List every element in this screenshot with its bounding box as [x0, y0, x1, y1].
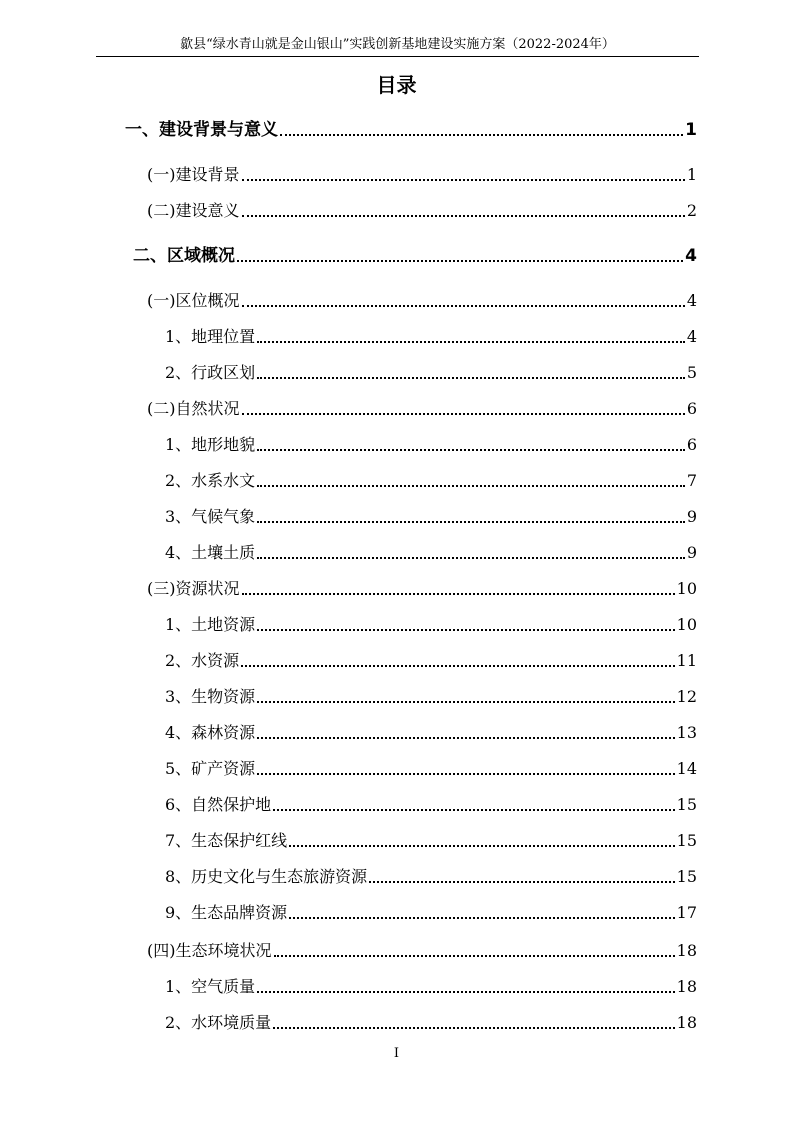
toc-entry-page: 9: [686, 507, 697, 526]
dot-leader: [237, 260, 683, 262]
toc-entry[interactable]: [165, 684, 697, 708]
toc-entry-page: 6: [686, 399, 697, 418]
toc-entry-label: 5、矿产资源: [165, 759, 256, 778]
toc-entry-page: 5: [686, 363, 697, 382]
toc-entry-page: 13: [676, 723, 697, 742]
toc-entry-label: 6、自然保护地: [165, 795, 272, 814]
toc-entry[interactable]: [165, 1010, 697, 1034]
toc-entry-label: (一)区位概况: [147, 291, 240, 310]
dot-leader: [280, 134, 683, 136]
toc-entry-label: (二)自然状况: [147, 399, 240, 418]
page-number: I: [393, 1046, 400, 1061]
dot-leader: [257, 521, 685, 523]
dot-leader: [273, 809, 674, 811]
toc-entry-page: 4: [685, 246, 697, 266]
toc-entry-label: (二)建设意义: [147, 201, 240, 220]
dot-leader: [273, 1027, 674, 1029]
toc-entry-page: 18: [676, 977, 697, 996]
dot-leader: [257, 773, 674, 775]
toc-entry[interactable]: [147, 938, 697, 962]
toc-entry-page: 4: [686, 291, 697, 310]
dot-leader: [241, 665, 674, 667]
toc-entry[interactable]: [165, 540, 697, 564]
toc-entry[interactable]: [147, 162, 697, 186]
toc-entry[interactable]: [165, 504, 697, 528]
dot-leader: [242, 593, 675, 595]
toc-entry-label: 1、地形地貌: [165, 435, 256, 454]
toc-entry-label: 1、土地资源: [165, 615, 256, 634]
toc-entry-label: 3、生物资源: [165, 687, 256, 706]
toc-entry-page: 14: [676, 759, 697, 778]
toc-entry[interactable]: [165, 324, 697, 348]
dot-leader: [242, 413, 685, 415]
toc-entry[interactable]: [165, 360, 697, 384]
toc-entry[interactable]: [165, 792, 697, 816]
dot-leader: [257, 485, 685, 487]
toc-entry[interactable]: [165, 468, 697, 492]
toc-entry-page: 6: [686, 435, 697, 454]
toc-entry-label: 9、生态品牌资源: [165, 903, 288, 922]
toc-entry-label: (三)资源状况: [147, 579, 240, 598]
dot-leader: [289, 845, 674, 847]
toc-entry-label: 4、森林资源: [165, 723, 256, 742]
toc-entry[interactable]: [147, 576, 697, 600]
toc-entry-page: 1: [685, 120, 697, 140]
toc-entry[interactable]: [165, 828, 697, 852]
dot-leader: [257, 449, 685, 451]
toc-entry[interactable]: [147, 288, 697, 312]
toc-entry-label: 1、地理位置: [165, 327, 256, 346]
page-title: 目录: [376, 73, 417, 97]
toc-entry[interactable]: [133, 243, 697, 267]
dot-leader: [257, 991, 674, 993]
toc-entry[interactable]: [165, 648, 697, 672]
toc-entry-label: 2、水环境质量: [165, 1013, 272, 1032]
dot-leader: [274, 955, 675, 957]
toc-entry-page: 2: [686, 201, 697, 220]
dot-leader: [242, 179, 685, 181]
dot-leader: [242, 215, 685, 217]
dot-leader: [257, 629, 674, 631]
toc-entry[interactable]: [125, 117, 697, 141]
toc-entry-label: (四)生态环境状况: [147, 941, 272, 960]
toc-entry-label: 7、生态保护红线: [165, 831, 288, 850]
dot-leader: [257, 737, 674, 739]
toc-entry-label: 8、历史文化与生态旅游资源: [165, 867, 368, 886]
toc-entry-page: 15: [676, 831, 697, 850]
toc-entry-page: 10: [676, 579, 697, 598]
toc-entry-label: 1、空气质量: [165, 977, 256, 996]
toc-entry-page: 9: [686, 543, 697, 562]
toc-entry-page: 7: [686, 471, 697, 490]
toc-entry-page: 17: [676, 903, 697, 922]
dot-leader: [257, 557, 685, 559]
toc-entry-page: 4: [686, 327, 697, 346]
toc-entry-page: 1: [686, 165, 697, 184]
toc-entry[interactable]: [147, 396, 697, 420]
dot-leader: [289, 917, 674, 919]
toc-entry-label: 一、建设背景与意义: [125, 120, 278, 140]
toc-entry-page: 10: [676, 615, 697, 634]
toc-entry-label: 2、行政区划: [165, 363, 256, 382]
toc-entry-page: 12: [676, 687, 697, 706]
running-header: 歙县“绿水青山就是金山银山”实践创新基地建设实施方案（2022-2024年）: [180, 37, 615, 52]
toc-entry-page: 18: [676, 1013, 697, 1032]
toc-entry-label: (一)建设背景: [147, 165, 240, 184]
toc-entry[interactable]: [165, 432, 697, 456]
toc-entry-label: 3、气候气象: [165, 507, 256, 526]
dot-leader: [257, 377, 685, 379]
toc-entry-label: 2、水资源: [165, 651, 240, 670]
toc-entry-label: 二、区域概况: [133, 246, 235, 266]
toc-entry[interactable]: [147, 198, 697, 222]
toc-entry-page: 18: [676, 941, 697, 960]
toc-entry-label: 2、水系水文: [165, 471, 256, 490]
dot-leader: [369, 881, 674, 883]
toc-entry[interactable]: [165, 612, 697, 636]
toc-entry-page: 15: [676, 795, 697, 814]
toc-entry-page: 15: [676, 867, 697, 886]
dot-leader: [242, 305, 685, 307]
dot-leader: [257, 701, 674, 703]
toc-entry-label: 4、土壤土质: [165, 543, 256, 562]
toc-entry-page: 11: [676, 651, 697, 670]
toc-entry[interactable]: [165, 756, 697, 780]
toc-entry[interactable]: [165, 974, 697, 998]
toc-entry[interactable]: [165, 864, 697, 888]
toc-entry[interactable]: [165, 900, 697, 924]
toc-entry[interactable]: [165, 720, 697, 744]
dot-leader: [257, 341, 685, 343]
